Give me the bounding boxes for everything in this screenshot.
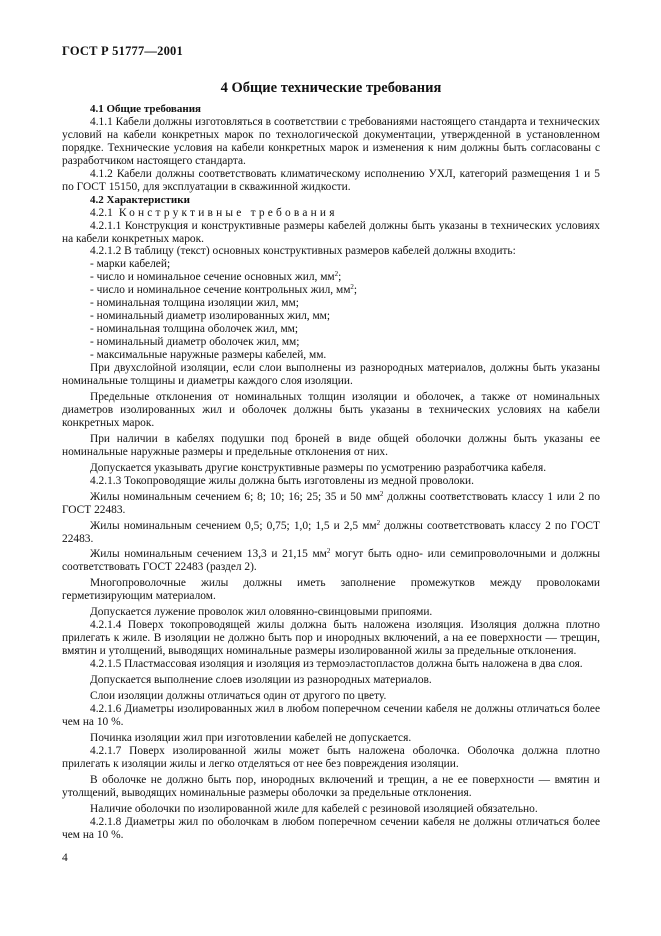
- page-number: 4: [62, 852, 68, 864]
- list-item: - марки кабелей;: [90, 258, 171, 271]
- subsection-heading: 4.2 Характеристики: [90, 193, 190, 206]
- paragraph: 4.2.1.5 Пластмассовая изоляция и изоляция из термоэластопластов должна быть наложена в два слоя.: [90, 658, 583, 671]
- superscript: 2: [376, 518, 381, 527]
- paragraph: 4.2.1.2 В таблицу (текст) основных конструктивных размеров кабелей должны входить:: [90, 245, 516, 258]
- paragraph: 4.1.2 Кабели должны соответствовать климатическому исполнению УХЛ, категорий размещения 1 и 5 по ГОСТ 15150, для эксплуатации в скважинной жидкости.: [62, 167, 600, 193]
- list-item: - число и номинальное сечение контрольных жил, $мм^2$;: [90, 283, 358, 297]
- superscript: 2: [379, 489, 384, 498]
- paragraph: Многопроволочные жилы должны иметь заполнение промежутков между проволоками герметизирующим материалом.: [62, 577, 600, 603]
- superscript: 2: [326, 547, 331, 556]
- superscript: 2: [334, 270, 339, 279]
- paragraph: 4.2.1.6 Диаметры изолированных жил в любом поперечном сечении кабеля не должны отличаться более чем на 10 %.: [62, 702, 600, 728]
- paragraph: Допускается лужение проволок жил оловянно-свинцовыми припоями.: [90, 606, 433, 619]
- running-header: ГОСТ Р 51777—2001: [62, 44, 183, 58]
- paragraph: 4.2.1.4 Поверх токопроводящей жилы должна быть наложена изоляция. Изоляция должна плотно прилегать к жиле. В изоляции не должно быть пор и инородных включений, а на ее поверхности — трещин, вмятин и утолщений, выводящих номинальные размеры изолированной жилы за предельные отклонения.: [62, 619, 600, 658]
- paragraph: 4.2.1.3 Токопроводящие жилы должна быть изготовлены из медной проволоки.: [90, 474, 474, 487]
- paragraph: В оболочке не должно быть пор, инородных включений и трещин, а не ее поверхности — вмятин и утолщений, выводящих номинальные размеры оболочки за предельные отклонения.: [62, 773, 600, 799]
- paragraph: Починка изоляции жил при изготовлении кабелей не допускается.: [90, 731, 412, 744]
- paragraph: Допускается указывать другие конструктивные размеры по усмотрению разработчика кабеля.: [90, 461, 547, 474]
- list-item: - номинальная толщина изоляции жил, мм;: [90, 297, 299, 310]
- superscript: 2: [350, 283, 354, 292]
- paragraph: 4.1.1 Кабели должны изготовляться в соответствии с требованиями настоящего стандарта и технических условий на кабели конкретных марок по технологической документации, утвержденной в установленном порядке. Технические условия на кабели конкретных марок и изменения к ним должны быть согласованы с разработчиком настоящего стандарта.: [62, 115, 600, 167]
- paragraph: 4.2.1.7 Поверх изолированной жилы может быть наложена оболочка. Оболочка должна плотно прилегать к изоляции жилы и легко отделяться от нее без повреждения изоляции.: [62, 744, 600, 770]
- paragraph: Наличие оболочки по изолированной жиле для кабелей с резиновой изоляцией обязательно.: [90, 802, 538, 815]
- spaced-heading-text: Конструктивные требования: [118, 206, 338, 219]
- paragraph: Жилы номинальным сечением 6; 8; 10; 16; 25; 35 и 50 $мм^2$ должны соответствовать классу 1 или 2 по ГОСТ 22483.: [62, 489, 600, 516]
- paragraph: Допускается выполнение слоев изоляции из разнородных материалов.: [90, 674, 432, 687]
- list-item: - максимальные наружные размеры кабелей, мм.: [90, 349, 327, 362]
- paragraph: При наличии в кабелях подушки под броней в виде общей оболочки должны быть указаны ее номинальные наружные размеры и предельные отклонения от них.: [62, 432, 600, 458]
- list-item: - номинальный диаметр оболочек жил, мм;: [90, 336, 300, 349]
- spaced-heading: [62, 207, 600, 220]
- clause-number: 4.2.1: [90, 206, 113, 219]
- list-item: - число и номинальное сечение основных жил, $мм^2$;: [90, 270, 342, 284]
- section-title: 4 Общие технические требования: [220, 80, 442, 96]
- paragraph: Слои изоляции должны отличаться один от другого по цвету.: [90, 689, 387, 702]
- subsection-heading: 4.1 Общие требования: [90, 103, 201, 115]
- paragraph: Жилы номинальным сечением 13,3 и 21,15 $мм^2$ могут быть одно- или семипроволочными и должны соответствовать ГОСТ 22483 (раздел 2).: [62, 547, 600, 574]
- paragraph: При двухслойной изоляции, если слои выполнены из разнородных материалов, должны быть указаны номинальные толщины и диаметры каждого слоя изоляции.: [62, 362, 600, 388]
- paragraph: Предельные отклонения от номинальных толщин изоляции и оболочек, а также от номинальных диаметров изолированных жил и оболочек должны быть указаны в технических условиях на кабели конкретных марок.: [62, 390, 600, 429]
- paragraph: 4.2.1.1 Конструкция и конструктивные размеры кабелей должны быть указаны в технических условиях на кабели конкретных марок.: [62, 219, 600, 245]
- paragraph: Жилы номинальным сечением 0,5; 0,75; 1,0; 1,5 и 2,5 $мм^2$ должны соответствовать классу 2 по ГОСТ 22483.: [62, 518, 600, 545]
- list-item: - номинальный диаметр изолированных жил, мм;: [90, 310, 331, 323]
- list-item: - номинальная толщина оболочек жил, мм;: [90, 323, 299, 336]
- document-body: [62, 103, 600, 841]
- paragraph: 4.2.1.8 Диаметры жил по оболочкам в любом поперечном сечении кабеля не должны отличаться более чем на 10 %.: [62, 815, 600, 841]
